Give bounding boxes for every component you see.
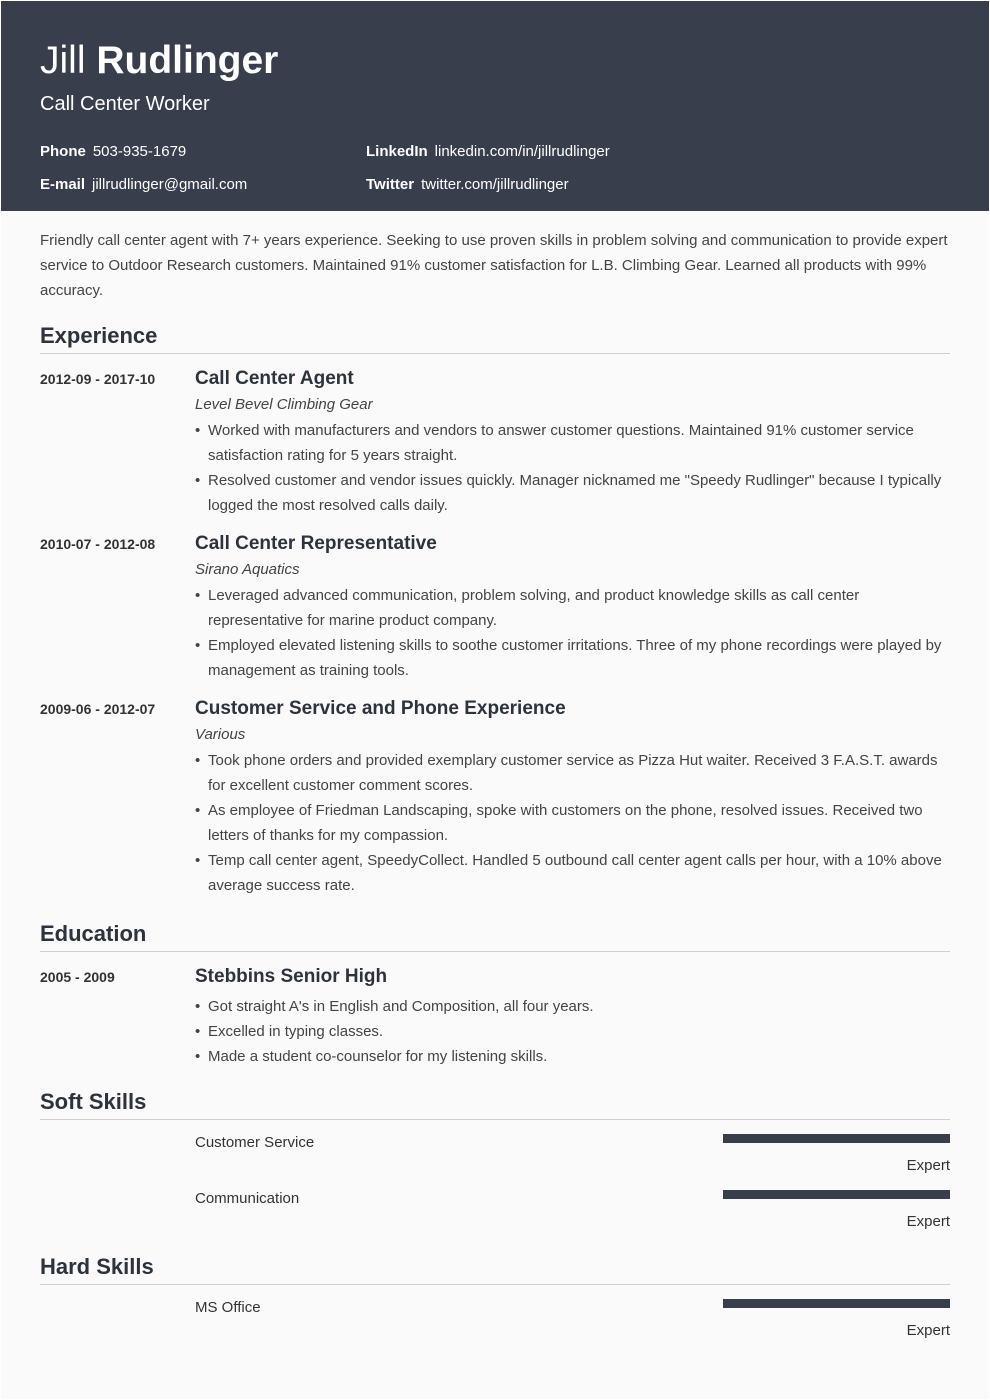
linkedin-value: linkedin.com/in/jillrudlinger	[434, 143, 610, 160]
school-name: Stebbins Senior High	[195, 966, 388, 987]
education-bullet: • Got straight A's in English and Composition, all four years.	[195, 994, 950, 1019]
phone-label: Phone	[40, 143, 86, 160]
hard-skills-heading: Hard Skills	[40, 1254, 950, 1285]
last-name: Rudlinger	[96, 39, 279, 82]
full-name	[40, 39, 278, 83]
job-body	[195, 368, 950, 518]
education-bullet: • Excelled in typing classes.	[195, 1019, 950, 1044]
job-bullet: • Employed elevated listening skills to soothe customer irritations. Three of my phone recordings were played by management as training tools.	[195, 633, 950, 683]
soft-skills-heading: Soft Skills	[40, 1089, 950, 1120]
phone-value: 503-935-1679	[92, 143, 187, 160]
contact-linkedin	[366, 143, 610, 161]
email-value: jillrudlinger@gmail.com	[92, 176, 248, 193]
skill-level-bar	[723, 1190, 950, 1199]
education-bullet: • Made a student co-counselor for my listening skills.	[195, 1044, 950, 1069]
job-company: Level Bevel Climbing Gear	[195, 396, 373, 413]
contact-email	[40, 176, 247, 194]
job-dates: 2009-06 - 2012-07	[40, 701, 156, 717]
contact-twitter	[366, 176, 569, 194]
job-bullet: • Temp call center agent, SpeedyCollect. Handled 5 outbound call center agent calls per hour, with a 10% above average success rate.	[195, 848, 950, 898]
skill-level-fill	[723, 1299, 950, 1308]
skill-level-label: Expert	[906, 1322, 950, 1339]
education-bullets	[195, 994, 950, 1069]
skill-level-fill	[723, 1190, 950, 1199]
job-bullet: • As employee of Friedman Landscaping, spoke with customers on the phone, resolved issues. Received two letters of thanks for my compassion.	[195, 798, 950, 848]
job-company: Sirano Aquatics	[195, 561, 300, 578]
job-body	[195, 698, 950, 898]
resume-header	[1, 1, 989, 211]
job-bullets	[195, 748, 950, 898]
skill-level-label: Expert	[906, 1157, 950, 1174]
profile-summary: Friendly call center agent with 7+ years experience. Seeking to use proven skills in problem solving and communication to provide expert service to Outdoor Research customers. Maintained 91% customer satisfaction for L.B. Climbing Gear. Learned all products with 99% accuracy.	[40, 232, 948, 299]
job-dates: 2010-07 - 2012-08	[40, 536, 156, 552]
skill-level-label: Expert	[906, 1213, 950, 1230]
skill-item-ms-office	[195, 1299, 950, 1347]
linkedin-label: LinkedIn	[366, 143, 428, 160]
skill-level-bar	[723, 1134, 950, 1143]
skill-level-bar	[723, 1299, 950, 1308]
twitter-value: twitter.com/jillrudlinger	[421, 176, 569, 193]
contact-phone	[40, 143, 186, 161]
twitter-label: Twitter	[366, 176, 415, 193]
first-name: Jill	[40, 39, 86, 82]
job-dates: 2012-09 - 2017-10	[40, 371, 156, 387]
email-label: E-mail	[40, 176, 86, 193]
job-role: Call Center Worker	[40, 93, 210, 115]
resume-page	[1, 1, 989, 1399]
skill-name: Communication	[195, 1190, 300, 1207]
job-title: Call Center Representative	[195, 533, 437, 554]
job-title: Call Center Agent	[195, 368, 354, 389]
skill-name: MS Office	[195, 1299, 261, 1316]
job-company: Various	[195, 726, 246, 743]
job-title: Customer Service and Phone Experience	[195, 698, 566, 719]
skill-name: Customer Service	[195, 1134, 315, 1151]
job-bullet: • Leveraged advanced communication, problem solving, and product knowledge skills as call center representative for marine product company.	[195, 583, 950, 633]
skill-level-fill	[723, 1134, 950, 1143]
skill-item-customer-service	[195, 1134, 950, 1182]
education-body	[195, 966, 950, 1069]
job-bullet: • Resolved customer and vendor issues quickly. Manager nicknamed me "Speedy Rudlinger" because I typically logged the most resolved calls daily.	[195, 468, 950, 518]
job-body	[195, 533, 950, 683]
job-bullets	[195, 418, 950, 518]
job-bullet: • Worked with manufacturers and vendors to answer customer questions. Maintained 91% customer service satisfaction rating for 5 years straight.	[195, 418, 950, 468]
education-heading: Education	[40, 921, 950, 952]
education-dates: 2005 - 2009	[40, 969, 115, 985]
experience-heading: Experience	[40, 323, 950, 354]
skill-item-communication	[195, 1190, 950, 1238]
job-bullets	[195, 583, 950, 683]
job-bullet: • Took phone orders and provided exemplary customer service as Pizza Hut waiter. Received 3 F.A.S.T. awards for excellent customer comment scores.	[195, 748, 950, 798]
